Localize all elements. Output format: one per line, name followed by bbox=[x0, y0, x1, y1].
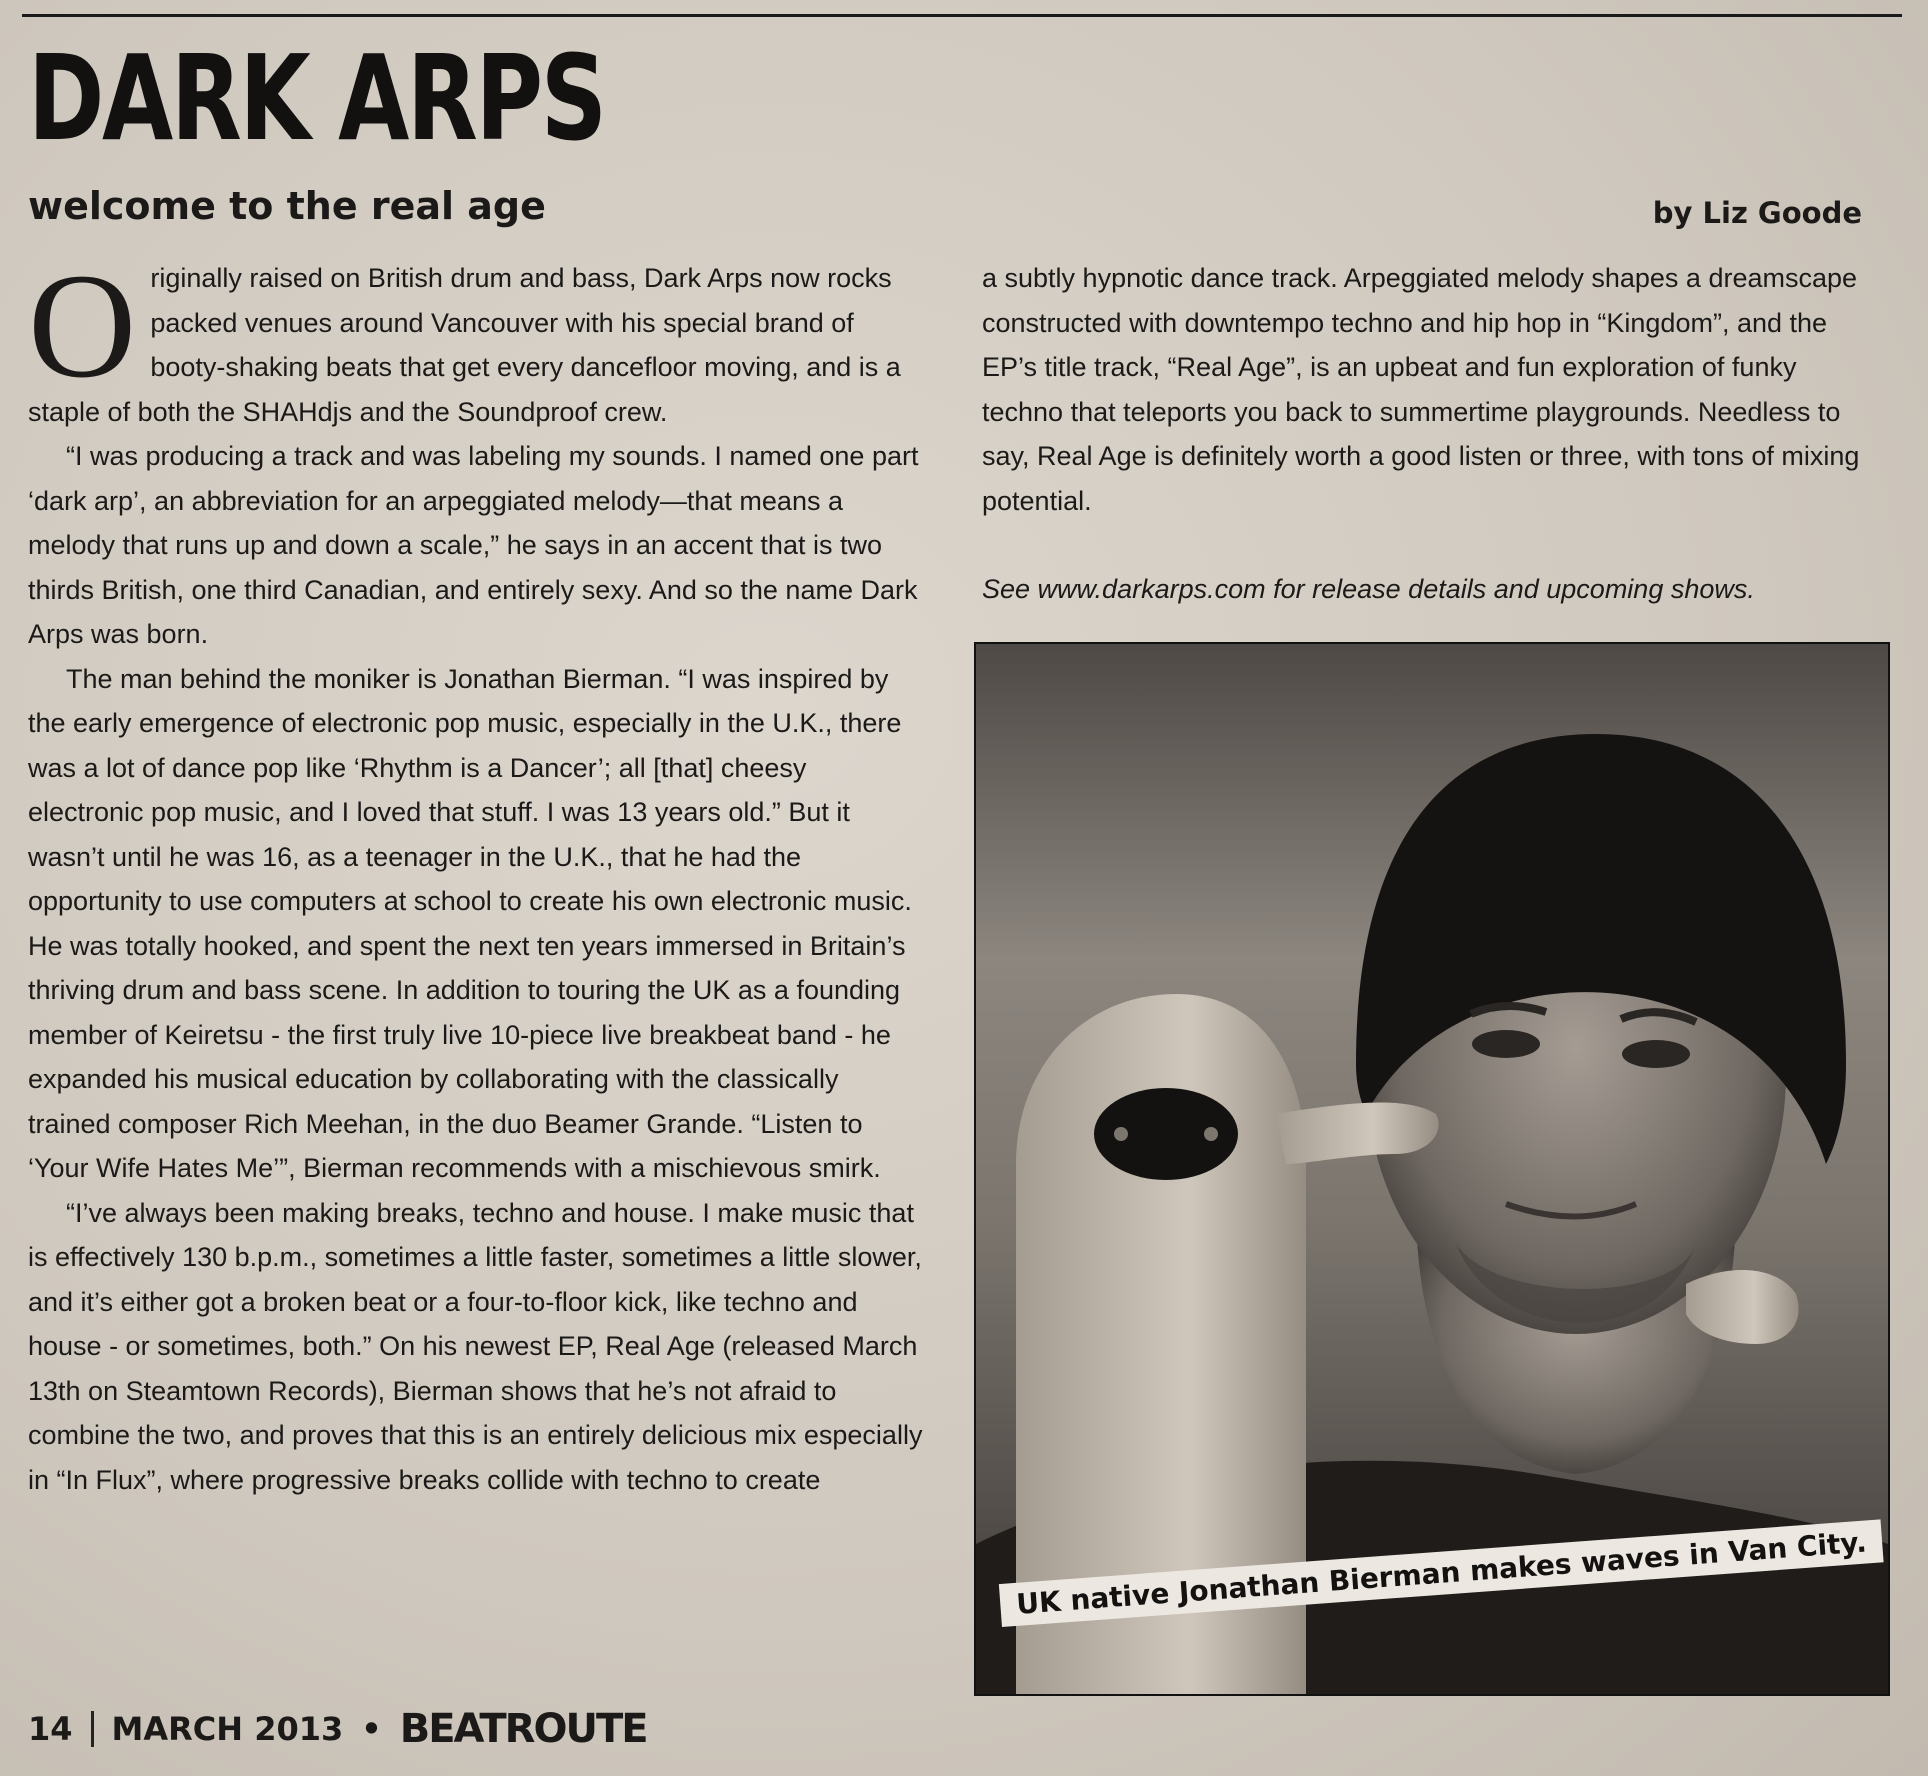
paragraph-5: a subtly hypnotic dance track. Arpeggiated melody shapes a dreamscape constructed with downtempo techno and hip hop in “Kingdom”, and the EP’s title track, “Real Age”, is an upbeat and fun exploration of funky techno that teleports you back to summertime playgrounds. Needless to say, Real Age is definitely worth a good listen or three, with tons of mixing potential. bbox=[982, 263, 1860, 516]
paragraph-3: The man behind the moniker is Jonathan Bierman. “I was inspired by the early emergence of electronic pop music, especially in the U.K., there was a lot of dance pop like ‘Rhythm is a Dancer’; all [that] cheesy electronic pop music, and I loved that stuff. I was 13 years old.” But it wasn’t until he was 16, as a teenager in the U.K., that he had the opportunity to use computers at school to create his own electronic music. He was totally hooked, and spent the next ten years immersed in Britain’s thriving drum and bass scene. In addition to touring the UK as a founding member of Keiretsu - the first truly live 10-piece live breakbeat band - he expanded his musical education by collaborating with the classically trained composer Rich Meehan, in the duo Beamer Grande. “Listen to ‘Your Wife Hates Me’”, Bierman recommends with a mischievous smirk. bbox=[28, 663, 912, 1183]
artist-photo bbox=[974, 642, 1890, 1696]
release-credit: See www.darkarps.com for release details and upcoming shows. bbox=[982, 574, 1755, 604]
page-number: 14 bbox=[28, 1710, 73, 1748]
article-column-left bbox=[28, 243, 928, 1502]
issue-date: MARCH 2013 bbox=[111, 1710, 344, 1748]
footer-divider bbox=[91, 1711, 94, 1747]
drop-cap: O bbox=[28, 243, 137, 409]
paragraph-2: “I was producing a track and was labeling my sounds. I named one part ‘dark arp’, an abbreviation for an arpeggiated melody—that means a melody that runs up and down a scale,” he says in an accent that is two thirds British, one third Canadian, and entirely sexy. And so the name Dark Arps was born. bbox=[28, 441, 919, 649]
paragraph-4: “I’ve always been making breaks, techno and house. I make music that is effectively 130 b.p.m., sometimes a little faster, sometimes a little slower, and it’s either got a broken beat or a four-to-floor kick, like techno and house - or sometimes, both.” On his newest EP, Real Age (released March 13th on Steamtown Records), Bierman shows that he’s not afraid to combine the two, and proves that this is an entirely delicious mix especially in “In Flux”, where progressive breaks collide with techno to create bbox=[28, 1197, 923, 1495]
photo-caption: UK native Jonathan Bierman makes waves in Van City. bbox=[999, 1519, 1884, 1627]
subhead: welcome to the real age bbox=[28, 184, 546, 228]
article-column-right bbox=[982, 256, 1862, 612]
paragraph-1-text: riginally raised on British drum and bass, Dark Arps now rocks packed venues around Vancouver with his special brand of booty-shaking beats that get every dancefloor moving, and is a staple of both the SHAHdjs and the Soundproof crew. bbox=[28, 263, 901, 427]
byline: by Liz Goode bbox=[1652, 196, 1862, 230]
top-rule bbox=[22, 14, 1902, 17]
footer-bullet: • bbox=[361, 1710, 382, 1748]
headline: DARK ARPS bbox=[28, 29, 605, 167]
page-footer bbox=[28, 1706, 647, 1752]
magazine-logo: BEATROUTE bbox=[399, 1706, 647, 1752]
paragraph-1 bbox=[28, 243, 928, 434]
